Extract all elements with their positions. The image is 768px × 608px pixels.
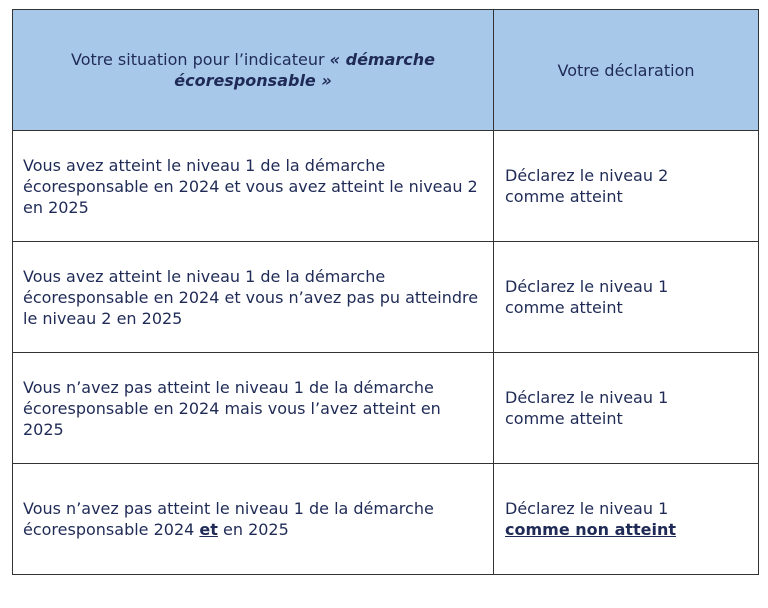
situation-text: Vous avez atteint le niveau 1 de la démarche écoresponsable en 2024 et vous avez atteint le niveau 2 en 2025	[23, 155, 478, 217]
declaration-line2: comme atteint	[505, 298, 623, 317]
declaration-line1: Déclarez le niveau 2	[505, 166, 669, 185]
header-declaration-text: Votre déclaration	[557, 60, 695, 80]
situation-text-post: en 2025	[217, 520, 289, 539]
situation-cell	[13, 131, 494, 242]
declaration-table	[12, 9, 759, 575]
situation-text: Vous n’avez pas atteint le niveau 1 de la démarche écoresponsable en 2024 mais vous l’avez atteint en 2025	[23, 377, 441, 439]
header-situation-text: Votre situation pour l’indicateur	[70, 50, 330, 69]
table-header-row	[13, 10, 759, 131]
header-situation-cell	[13, 10, 494, 131]
declaration-line1: Déclarez le niveau 1	[505, 277, 669, 296]
declaration-cell	[494, 242, 759, 353]
header-declaration-cell	[494, 10, 759, 131]
declaration-line1: Déclarez le niveau 1	[505, 499, 669, 518]
situation-text: Vous avez atteint le niveau 1 de la démarche écoresponsable en 2024 et vous n’avez pas pu atteindre le niveau 2 en 2025	[23, 266, 479, 328]
declaration-line1: Déclarez le niveau 1	[505, 388, 669, 407]
table-row	[13, 464, 759, 575]
declaration-line2: comme atteint	[505, 409, 623, 428]
declaration-cell	[494, 464, 759, 575]
situation-cell	[13, 464, 494, 575]
table-row	[13, 131, 759, 242]
situation-cell	[13, 353, 494, 464]
declaration-cell	[494, 131, 759, 242]
situation-text-pre: Vous n’avez pas atteint le niveau 1 de la démarche écoresponsable 2024	[23, 499, 434, 539]
declaration-cell	[494, 353, 759, 464]
header-situation-emphasis: « démarche écoresponsable »	[174, 50, 435, 90]
declaration-line2-emphasis: comme non atteint	[505, 520, 677, 539]
situation-text-emphasis: et	[199, 520, 218, 539]
situation-cell	[13, 242, 494, 353]
table-row	[13, 242, 759, 353]
declaration-line2: comme atteint	[505, 187, 623, 206]
table-row	[13, 353, 759, 464]
